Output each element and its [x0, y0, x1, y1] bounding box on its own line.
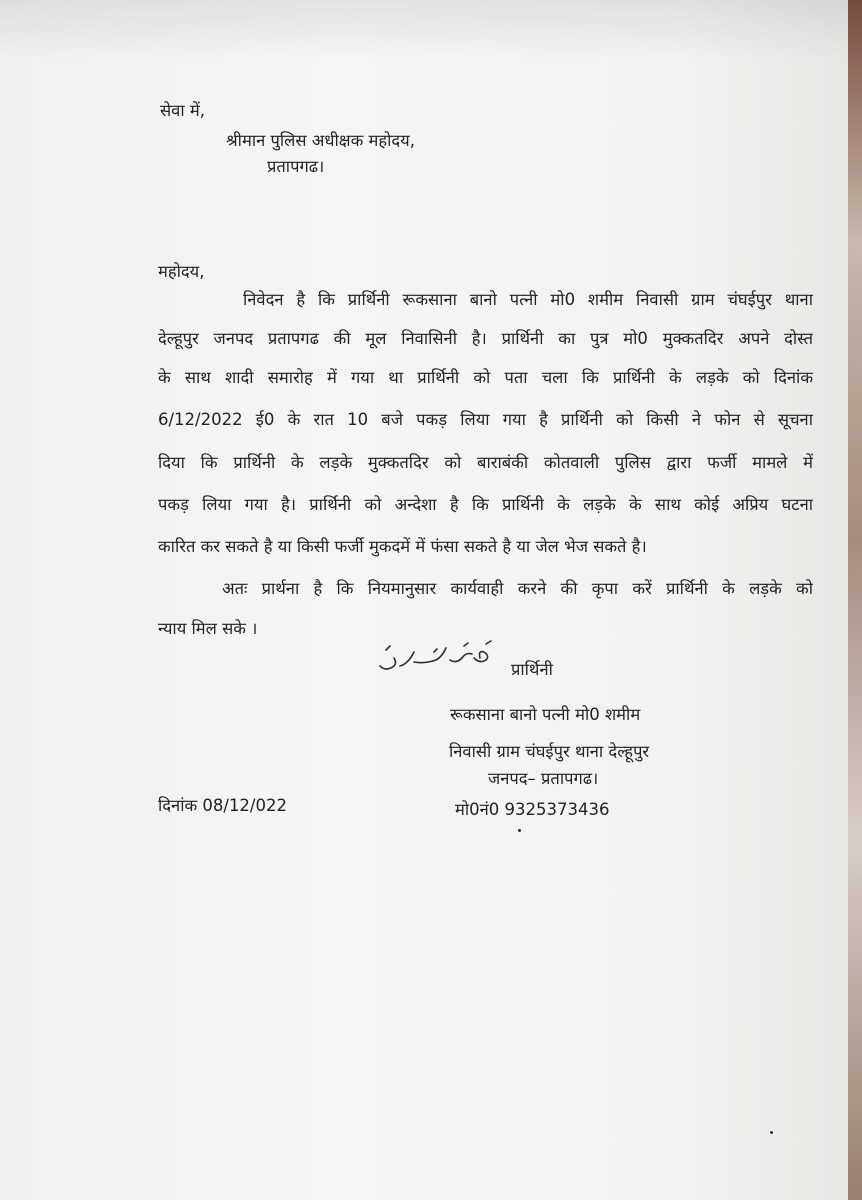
ink-speck [518, 829, 521, 832]
body-line-5: दिया कि प्रार्थिनी के लड़के मुक्कतदिर को बाराबंकी कोतवाली पुलिस द्वारा फर्जी मामले में [158, 453, 813, 472]
request-line-2: न्याय मिल सके । [158, 619, 258, 638]
body-line-1: निवेदन है कि प्रार्थिनी रूकसाना बानो पत्नी मो0 शमीम निवासी ग्राम चंघईपुर थाना [243, 290, 813, 309]
ink-speck [770, 1131, 773, 1134]
body-line-7: कारित कर सकते है या किसी फर्जी मुकदमें में फंसा सकते है या जेल भेज सकते है। [158, 537, 647, 556]
body-line-3: के साथ शादी समारोह में गया था प्रार्थिनी को पता चला कि प्रार्थिनी के लड़के को दिनांक [158, 368, 813, 387]
body-line-4: 6/12/2022 ई0 के रात 10 बजे पकड़ लिया गया है प्रार्थिनी को किसी ने फोन से सूचना [158, 410, 813, 429]
handwritten-signature [374, 636, 506, 680]
request-line-1: अतः प्रार्थना है कि नियमानुसार कार्यवाही करने की कृपा करें प्रार्थिनी के लड़के को [222, 579, 813, 598]
recipient-place: प्रतापगढ। [267, 157, 325, 176]
letter-date: दिनांक 08/12/022 [158, 796, 287, 815]
body-line-2: देल्हूपुर जनपद प्रतापगढ की मूल निवासिनी है। प्रार्थिनी का पुत्र मो0 मुक्कतदिर अपने दोस्त [158, 329, 813, 348]
salutation-to: सेवा में, [160, 101, 205, 120]
signatory-mobile: मो0नं0 9325373436 [455, 800, 610, 819]
scan-shadow [0, 0, 848, 60]
body-line-6: पकड़ लिया गया है। प्रार्थिनी को अन्देशा है कि प्रार्थिनी के लड़के के साथ कोई अप्रिय घटना [158, 495, 813, 514]
recipient-title: श्रीमान पुलिस अधीक्षक महोदय, [226, 131, 415, 150]
signatory-name: रूकसाना बानो पत्नी मो0 शमीम [450, 705, 641, 724]
signatory-address-1: निवासी ग्राम चंघईपुर थाना देल्हूपुर [449, 742, 650, 761]
signatory-label: प्रार्थिनी [511, 660, 553, 679]
page-edge [848, 0, 862, 1200]
signatory-address-2: जनपद– प्रतापगढ। [488, 769, 599, 788]
greeting: महोदय, [158, 262, 205, 281]
